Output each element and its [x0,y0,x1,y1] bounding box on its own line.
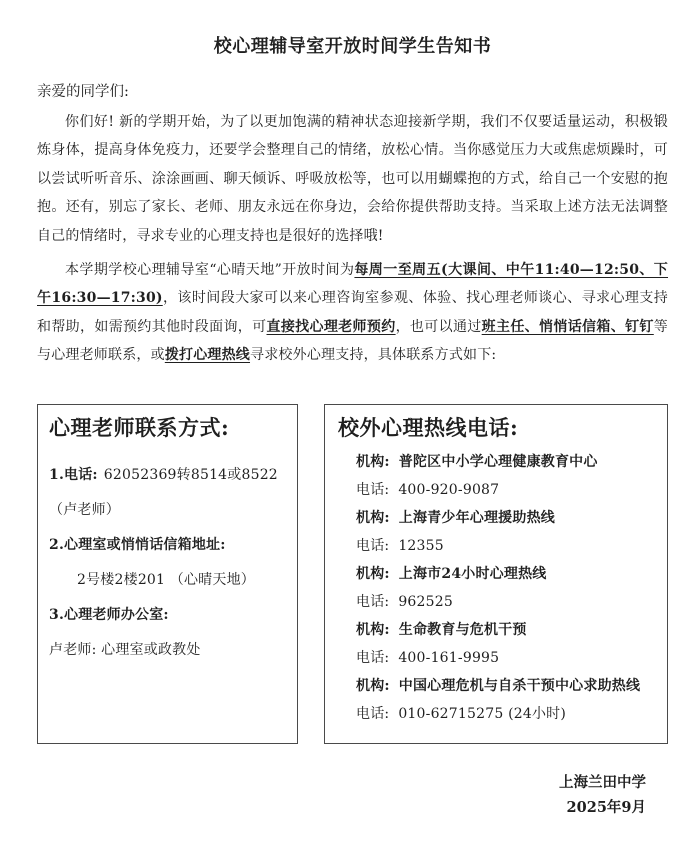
para2-run: 寻求校外心理支持，具体联系方式如下: [250,347,497,364]
org-name: 生命教育与危机干预 [398,621,527,638]
org-label: 机构: [356,453,390,470]
org-name: 中国心理危机与自杀干预中心求助热线 [398,677,641,694]
para2-run-highlight: 拨打心理热线 [164,347,251,364]
tel-number: 962525 [398,593,453,610]
teacher-phone-label: 1.电话: [49,466,98,483]
teacher-office-item [49,598,286,633]
hotline-tel [356,588,654,616]
hotline-org [356,672,654,700]
tel-label: 电话: [356,593,390,610]
tel-label: 电话: [356,705,390,722]
tel-number: 010-62715275 (24小时) [398,705,567,722]
teacher-phone-value: 62052369转8514或8522 （卢老师） [49,466,278,518]
hotline-tel [356,644,654,672]
para2-run: 本学期学校心理辅导室“心晴天地”开放时间为 [65,262,355,279]
org-label: 机构: [356,677,390,694]
teacher-contact-items [49,458,286,668]
hotline-tel [356,532,654,560]
teacher-contact-box [37,404,298,744]
paragraph-intro: 你们好! 新的学期开始，为了以更加饱满的精神状态迎接新学期，我们不仅要适量运动，积极锻炼身体，提高身体免疫力，还要学会整理自己的情绪，放松心情。当你感觉压力大或焦虑烦躁时，可以尝试听听音乐、涂涂画画、聊天倾诉、呼吸放松等，也可以用蝴蝶抱的方式，给自己一个安慰的抱抱。还有，别忘了家长、老师、朋友永远在你身边，会给你提供帮助支持。当采取上述方法无法调整自己的情绪时，寻求专业的心理支持也是很好的选择哦! [37,114,668,244]
org-label: 机构: [356,621,390,638]
hotline-org [356,448,654,476]
signature-block [37,770,668,820]
para2-run: 等与心理老师联系，或 [37,318,668,364]
teacher-contact-box-title: 心理老师联系方式: [49,414,230,440]
external-hotline-box-title: 校外心理热线电话: [338,414,519,440]
para2-run-highlight: 每周一至周五(大课间、中午11:40—12:50、下午16:30—17:30) [37,262,669,307]
hotline-tel [356,700,654,728]
para2-run-highlight: 直接找心理老师预约 [266,318,396,335]
hotline-org [356,616,654,644]
para2-run-highlight: 班主任、悄悄话信箱、钉钉 [481,318,654,335]
hotline-list [338,448,654,728]
org-label: 机构: [356,565,390,582]
org-name: 普陀区中小学心理健康教育中心 [398,453,598,470]
signature-school: 上海兰田中学 [559,773,646,791]
hotline-org [356,504,654,532]
org-name: 上海市24小时心理热线 [398,565,547,582]
org-name: 上海青少年心理援助热线 [398,509,555,526]
tel-label: 电话: [356,649,390,666]
teacher-office-label: 3.心理老师办公室: [49,606,169,623]
mailbox-address-label: 2.心理室或悄悄话信箱地址: [49,536,226,553]
teacher-office-value: 卢老师: 心理室或政教处 [49,641,201,658]
external-hotline-box [324,404,668,744]
paragraph-opening-hours [37,256,668,370]
tel-label: 电话: [356,481,390,498]
document-title: 校心理辅导室开放时间学生告知书 [213,36,492,57]
hotline-tel [356,476,654,504]
teacher-phone-item [49,458,286,528]
signature-date: 2025年9月 [566,798,646,816]
para2-run: ，也可以通过 [395,318,482,335]
tel-label: 电话: [356,537,390,554]
mailbox-address-item [49,528,286,563]
salutation: 亲爱的同学们: [37,84,129,100]
para2-run: ，该时间段大家可以来心理咨询室参观、体验、找心理老师谈心、寻求心理支持和帮助，如需预约其他时段面询，可 [37,290,668,335]
tel-number: 400-161-9995 [398,649,500,666]
org-label: 机构: [356,509,390,526]
tel-number: 12355 [398,537,444,554]
mailbox-address-value: 2号楼2楼201 （心晴天地） [77,571,255,588]
tel-number: 400-920-9087 [398,481,500,498]
contact-boxes-row [37,404,668,744]
hotline-org [356,560,654,588]
